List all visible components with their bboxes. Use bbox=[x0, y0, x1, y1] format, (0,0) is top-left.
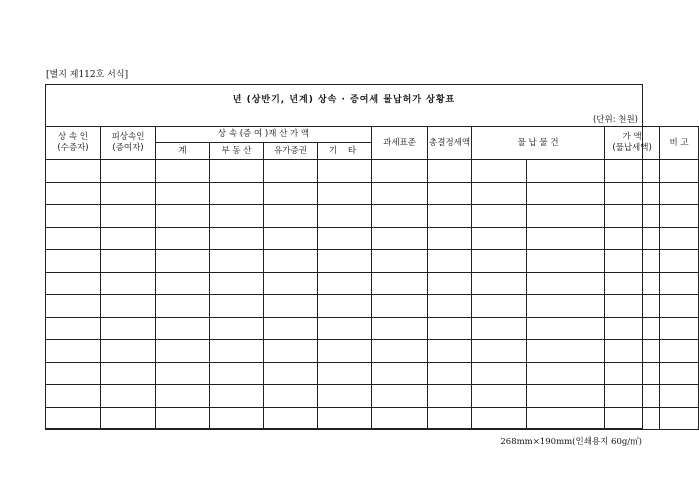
table-cell[interactable] bbox=[46, 407, 101, 430]
decedent-header-line1: 피상속인 bbox=[111, 132, 145, 142]
table-cell[interactable] bbox=[428, 227, 472, 250]
table-cell[interactable] bbox=[318, 407, 372, 430]
table-cell[interactable] bbox=[318, 250, 372, 273]
total-header: 계 bbox=[156, 143, 210, 160]
table-cell[interactable] bbox=[527, 272, 605, 295]
table-cell[interactable] bbox=[101, 407, 156, 430]
table-cell[interactable] bbox=[46, 362, 101, 385]
table-cell[interactable] bbox=[264, 227, 318, 250]
table-cell[interactable] bbox=[210, 317, 264, 340]
payment-cases-header: 물 납 물 건 bbox=[472, 127, 605, 160]
table-cell[interactable] bbox=[46, 250, 101, 273]
table-cell[interactable] bbox=[605, 295, 660, 318]
table-cell[interactable] bbox=[428, 317, 472, 340]
table-cell[interactable] bbox=[372, 160, 428, 183]
table-cell[interactable] bbox=[605, 250, 660, 273]
table-cell[interactable] bbox=[101, 160, 156, 183]
table-cell[interactable] bbox=[372, 385, 428, 408]
table-cell[interactable] bbox=[605, 272, 660, 295]
table-cell[interactable] bbox=[156, 295, 210, 318]
table-cell[interactable] bbox=[101, 250, 156, 273]
table-cell[interactable] bbox=[318, 182, 372, 205]
table-cell[interactable] bbox=[472, 407, 527, 430]
table-cell[interactable] bbox=[101, 385, 156, 408]
value-header-line2: (물납세액) bbox=[612, 143, 652, 153]
table-cell[interactable] bbox=[156, 317, 210, 340]
table-cell[interactable] bbox=[527, 362, 605, 385]
table-cell[interactable] bbox=[428, 362, 472, 385]
table-cell[interactable] bbox=[372, 227, 428, 250]
table-cell[interactable] bbox=[472, 385, 527, 408]
table-cell[interactable] bbox=[660, 340, 699, 363]
table-cell[interactable] bbox=[372, 182, 428, 205]
table-cell[interactable] bbox=[527, 227, 605, 250]
form-number: [별지 제112호 서식] bbox=[46, 70, 129, 80]
remarks-header: 비 고 bbox=[660, 127, 699, 160]
table-cell[interactable] bbox=[428, 160, 472, 183]
table-cell[interactable] bbox=[660, 182, 699, 205]
table-cell[interactable] bbox=[660, 362, 699, 385]
table-cell[interactable] bbox=[660, 272, 699, 295]
table-cell[interactable] bbox=[372, 250, 428, 273]
table-cell[interactable] bbox=[318, 317, 372, 340]
status-table bbox=[45, 126, 699, 430]
table-cell[interactable] bbox=[372, 340, 428, 363]
table-cell[interactable] bbox=[527, 340, 605, 363]
table-cell[interactable] bbox=[660, 205, 699, 228]
table-cell[interactable] bbox=[472, 340, 527, 363]
table-cell[interactable] bbox=[472, 182, 527, 205]
table-cell[interactable] bbox=[210, 160, 264, 183]
table-row bbox=[46, 362, 699, 385]
table-cell[interactable] bbox=[472, 362, 527, 385]
table-cell[interactable] bbox=[660, 317, 699, 340]
table-cell[interactable] bbox=[472, 295, 527, 318]
table-cell[interactable] bbox=[527, 317, 605, 340]
table-cell[interactable] bbox=[46, 272, 101, 295]
table-row bbox=[46, 160, 699, 183]
table-cell[interactable] bbox=[156, 160, 210, 183]
table-cell[interactable] bbox=[527, 250, 605, 273]
table-cell[interactable] bbox=[660, 160, 699, 183]
table-cell[interactable] bbox=[318, 227, 372, 250]
table-cell[interactable] bbox=[318, 340, 372, 363]
table-cell[interactable] bbox=[605, 205, 660, 228]
table-cell[interactable] bbox=[156, 362, 210, 385]
property-value-header: 상 속 (증 여 )재 산 가 액 bbox=[156, 127, 372, 143]
table-row bbox=[46, 317, 699, 340]
table-cell[interactable] bbox=[372, 407, 428, 430]
table-cell[interactable] bbox=[210, 272, 264, 295]
table-cell[interactable] bbox=[318, 272, 372, 295]
table-cell[interactable] bbox=[156, 407, 210, 430]
paper-size-note: 268mm×190mm(인쇄용지 60g/㎡) bbox=[500, 437, 642, 447]
table-row bbox=[46, 385, 699, 408]
table-cell[interactable] bbox=[264, 362, 318, 385]
table-row bbox=[46, 205, 699, 228]
table-cell[interactable] bbox=[605, 227, 660, 250]
table-cell[interactable] bbox=[527, 205, 605, 228]
table-cell[interactable] bbox=[156, 385, 210, 408]
total-tax-header: 총결정세액 bbox=[428, 127, 472, 160]
table-cell[interactable] bbox=[210, 205, 264, 228]
table-cell[interactable] bbox=[428, 182, 472, 205]
table-row bbox=[46, 407, 699, 430]
table-cell[interactable] bbox=[318, 385, 372, 408]
value-header-line1: 가 액 bbox=[622, 132, 642, 142]
table-cell[interactable] bbox=[264, 295, 318, 318]
table-cell[interactable] bbox=[472, 160, 527, 183]
table-cell[interactable] bbox=[472, 205, 527, 228]
heir-header bbox=[46, 127, 101, 160]
table-cell[interactable] bbox=[264, 205, 318, 228]
table-cell[interactable] bbox=[210, 182, 264, 205]
table-cell[interactable] bbox=[472, 317, 527, 340]
unit-label: (단위: 천원) bbox=[592, 115, 638, 125]
table-cell[interactable] bbox=[372, 205, 428, 228]
table-cell[interactable] bbox=[264, 182, 318, 205]
table-cell[interactable] bbox=[264, 407, 318, 430]
tax-base-header: 과세표준 bbox=[372, 127, 428, 160]
table-cell[interactable] bbox=[101, 362, 156, 385]
table-cell[interactable] bbox=[527, 407, 605, 430]
table-row bbox=[46, 272, 699, 295]
table-cell[interactable] bbox=[101, 182, 156, 205]
table-cell[interactable] bbox=[660, 227, 699, 250]
table-cell[interactable] bbox=[605, 407, 660, 430]
table-cell[interactable] bbox=[660, 250, 699, 273]
table-cell[interactable] bbox=[46, 205, 101, 228]
table-cell[interactable] bbox=[605, 182, 660, 205]
table-cell[interactable] bbox=[46, 160, 101, 183]
table-cell[interactable] bbox=[372, 295, 428, 318]
table-cell[interactable] bbox=[264, 250, 318, 273]
table-cell[interactable] bbox=[46, 295, 101, 318]
table-cell[interactable] bbox=[527, 385, 605, 408]
table-cell[interactable] bbox=[660, 385, 699, 408]
table-cell[interactable] bbox=[46, 340, 101, 363]
table-cell[interactable] bbox=[264, 340, 318, 363]
other-header: 기 타 bbox=[318, 143, 372, 160]
table-cell[interactable] bbox=[156, 227, 210, 250]
table-cell[interactable] bbox=[605, 362, 660, 385]
table-cell[interactable] bbox=[605, 317, 660, 340]
table-cell[interactable] bbox=[156, 205, 210, 228]
table-cell[interactable] bbox=[210, 407, 264, 430]
decedent-header-line2: (증여자) bbox=[112, 143, 144, 153]
table-cell[interactable] bbox=[101, 340, 156, 363]
table-cell[interactable] bbox=[264, 160, 318, 183]
table-cell[interactable] bbox=[372, 317, 428, 340]
table-cell[interactable] bbox=[318, 295, 372, 318]
securities-header: 유가증권 bbox=[264, 143, 318, 160]
table-cell[interactable] bbox=[318, 362, 372, 385]
table-cell[interactable] bbox=[660, 295, 699, 318]
table-cell[interactable] bbox=[101, 295, 156, 318]
table-cell[interactable] bbox=[264, 385, 318, 408]
table-cell[interactable] bbox=[210, 340, 264, 363]
table-cell[interactable] bbox=[210, 362, 264, 385]
table-cell[interactable] bbox=[156, 182, 210, 205]
table-cell[interactable] bbox=[156, 272, 210, 295]
table-cell[interactable] bbox=[428, 385, 472, 408]
table-row bbox=[46, 227, 699, 250]
table-cell[interactable] bbox=[428, 407, 472, 430]
table-row bbox=[46, 250, 699, 273]
table-cell[interactable] bbox=[210, 227, 264, 250]
decedent-header bbox=[101, 127, 156, 160]
table-cell[interactable] bbox=[101, 227, 156, 250]
table-cell[interactable] bbox=[210, 385, 264, 408]
table-cell[interactable] bbox=[428, 340, 472, 363]
table-cell[interactable] bbox=[46, 182, 101, 205]
table-cell[interactable] bbox=[156, 340, 210, 363]
table-cell[interactable] bbox=[472, 272, 527, 295]
table-cell[interactable] bbox=[428, 272, 472, 295]
value-header bbox=[605, 127, 660, 160]
table-cell[interactable] bbox=[428, 250, 472, 273]
table-cell[interactable] bbox=[660, 407, 699, 430]
table-cell[interactable] bbox=[472, 227, 527, 250]
table-cell[interactable] bbox=[318, 160, 372, 183]
table-cell[interactable] bbox=[372, 272, 428, 295]
table-cell[interactable] bbox=[46, 385, 101, 408]
form-frame bbox=[45, 84, 689, 429]
heir-header-line1: 상 속 인 bbox=[57, 132, 89, 142]
table-cell[interactable] bbox=[210, 250, 264, 273]
heir-header-line2: (수증자) bbox=[57, 143, 89, 153]
table-cell[interactable] bbox=[527, 160, 605, 183]
table-cell[interactable] bbox=[428, 295, 472, 318]
table-cell[interactable] bbox=[372, 362, 428, 385]
table-cell[interactable] bbox=[472, 250, 527, 273]
real-estate-header: 부 동 산 bbox=[210, 143, 264, 160]
table-cell[interactable] bbox=[605, 160, 660, 183]
table-cell[interactable] bbox=[46, 317, 101, 340]
table-cell[interactable] bbox=[605, 385, 660, 408]
form-title: 년 (상반기, 년계) 상속 · 증여세 물납허가 상황표 bbox=[232, 94, 456, 105]
table-cell[interactable] bbox=[428, 205, 472, 228]
table-row bbox=[46, 182, 699, 205]
table-cell[interactable] bbox=[46, 227, 101, 250]
table-row bbox=[46, 340, 699, 363]
table-cell[interactable] bbox=[101, 317, 156, 340]
table-cell[interactable] bbox=[210, 295, 264, 318]
table-cell[interactable] bbox=[605, 340, 660, 363]
table-cell[interactable] bbox=[527, 295, 605, 318]
table-cell[interactable] bbox=[101, 205, 156, 228]
table-cell[interactable] bbox=[101, 272, 156, 295]
table-cell[interactable] bbox=[264, 317, 318, 340]
table-cell[interactable] bbox=[318, 205, 372, 228]
table-cell[interactable] bbox=[156, 250, 210, 273]
table-cell[interactable] bbox=[264, 272, 318, 295]
table-row bbox=[46, 295, 699, 318]
table-cell[interactable] bbox=[527, 182, 605, 205]
